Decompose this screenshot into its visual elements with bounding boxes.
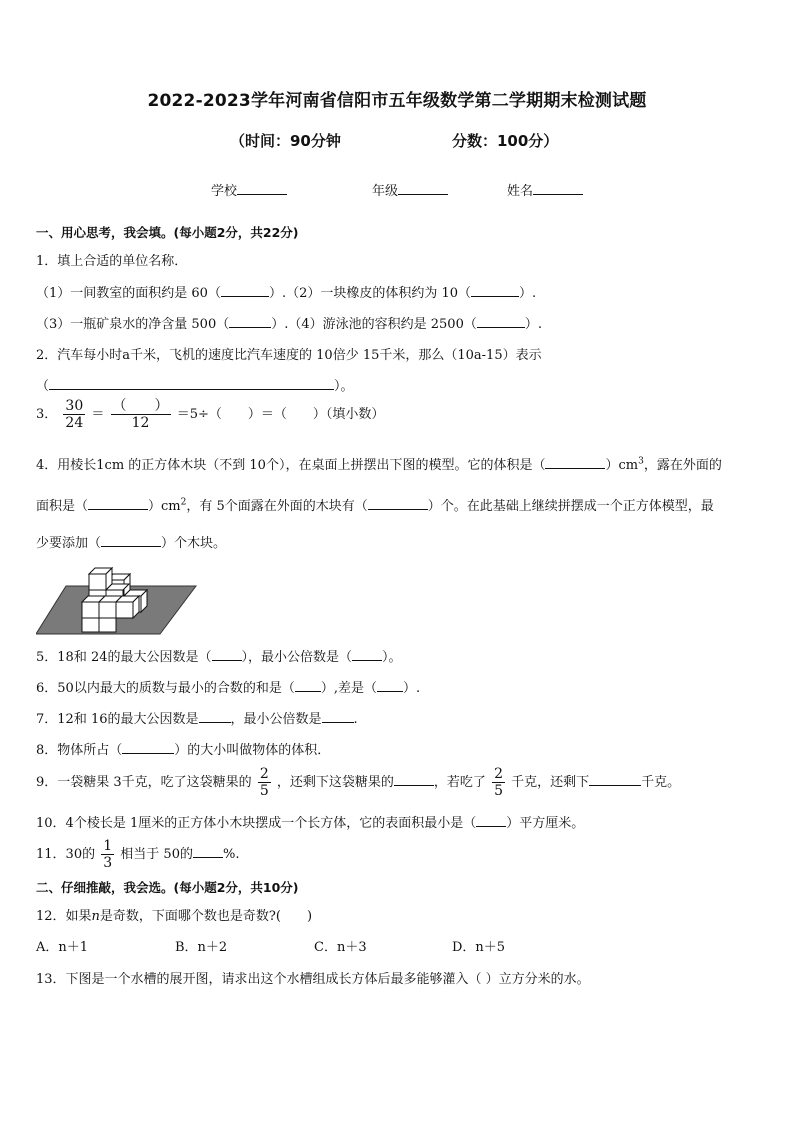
page-title: 2022-2023学年河南省信阳市五年级数学第二学期期末检测试题 <box>147 91 647 111</box>
q11-f-den: 3 <box>103 855 113 871</box>
q1-line-1 <box>36 282 536 301</box>
q1-part-2: ）.（2）一块橡皮的体积约为 10（ <box>268 286 472 301</box>
q4-part-1: 4．用棱长1cm 的正方体木块（不到 10个），在桌面上拼摆出下图的模型。它的体积是（ <box>36 458 546 473</box>
q11-part-3: %. <box>222 847 240 862</box>
grade-blank[interactable] <box>398 182 448 195</box>
q4-line-1 <box>36 454 722 473</box>
q4-blank-volume[interactable] <box>545 456 605 469</box>
q12-variable: n <box>91 909 100 924</box>
cube <box>99 618 116 632</box>
q7-part-2: ，最小公倍数是 <box>230 712 322 727</box>
q13-stem: 13．下图是一个水槽的展开图，请求出这个水槽组成长方体后最多能够灌入（ ）立方分米的水。 <box>36 972 590 987</box>
q12-stem <box>36 905 312 924</box>
q4-sup-2: 2 <box>180 497 187 508</box>
q9-fb-num: 2 <box>494 766 503 782</box>
q9-fraction-a <box>258 766 271 799</box>
q6-part-3: ）. <box>402 681 421 696</box>
q9-part-4: 千克，还剩下 <box>511 775 590 790</box>
q9-blank-fraction[interactable] <box>394 773 434 786</box>
q1-part-1: （1）一间教室的面积约是 60（ <box>36 286 221 301</box>
school-field <box>211 180 287 199</box>
q6-part-2: ）,差是（ <box>320 681 377 696</box>
q4-part-9: ）个木块。 <box>161 536 227 551</box>
q6-line <box>36 677 420 696</box>
q4-blank-count[interactable] <box>368 497 428 510</box>
q10-blank[interactable] <box>476 814 506 827</box>
q1-stem: 1．填上合适的单位名称． <box>36 254 188 269</box>
q5-part-1: 5．18和 24的最大公因数是（ <box>36 650 212 665</box>
q4-sup-3: 3 <box>638 456 644 467</box>
q12-option-a[interactable]: A．n＋1 <box>36 940 89 955</box>
q9-part-2: ，还剩下这袋糖果的 <box>276 775 394 790</box>
q6-blank-sum[interactable] <box>295 679 321 692</box>
q1-blank-2[interactable] <box>471 284 519 297</box>
q3-f1-den: 24 <box>65 415 84 431</box>
q1-part-5: ）.（4）游泳池的容积约是 2500（ <box>271 317 477 332</box>
q11-part-2: 相当于 50的 <box>120 847 193 862</box>
q4-part-3: ，露在外面的 <box>643 458 722 473</box>
section-1-heading: 一、用心思考，我会填。(每小题2分，共22分) <box>36 225 299 240</box>
q1-part-3: ）. <box>519 286 537 301</box>
q3-fraction-1 <box>63 398 85 431</box>
q4-part-6: ，有 5个面露在外面的木块有（ <box>186 499 368 514</box>
q4-blank-add[interactable] <box>101 534 161 547</box>
q4-part-7: ）个。在此基础上继续拼摆成一个正方体模型，最 <box>427 499 714 514</box>
section-2-heading: 二、仔细推敲，我会选。(每小题2分，共10分) <box>36 880 299 895</box>
q2-close: ）。 <box>334 379 354 394</box>
q4-part-2: ）cm <box>605 458 639 473</box>
q2-stem: 2．汽车每小时a千米，飞机的速度比汽车速度的 10倍少 15千米，那么（10a-15）表示 <box>36 348 542 363</box>
q3-f1-num: 30 <box>65 398 84 414</box>
q1-blank-4[interactable] <box>477 315 525 328</box>
q8-part-2: ）的大小叫做物体的体积． <box>174 743 331 758</box>
q4-line-2 <box>36 495 714 514</box>
q9-part-1: 9．一袋糖果 3千克，吃了这袋糖果的 <box>36 775 252 790</box>
q9-part-5: 千克。 <box>641 775 681 790</box>
q1-blank-3[interactable] <box>229 315 271 328</box>
q3-f2-den: 12 <box>131 415 150 431</box>
q7-line <box>36 708 358 727</box>
q3-fraction-2[interactable] <box>111 398 171 431</box>
cube <box>82 618 99 632</box>
q7-blank-gcd[interactable] <box>199 710 231 723</box>
cube <box>89 568 112 590</box>
q3-prefix: 3． <box>36 407 58 422</box>
q4-cube-model-figure <box>36 556 198 636</box>
name-label: 姓名 <box>507 184 534 199</box>
q3-f2-num[interactable]: （ ） <box>112 398 169 414</box>
q12-part-1: 12．如果 <box>36 909 92 924</box>
q3-equals: ＝ <box>91 407 105 422</box>
time-label: （时间：90分钟 <box>230 132 341 150</box>
q4-part-8: 少要添加（ <box>36 536 102 551</box>
q2-blank[interactable] <box>49 377 334 390</box>
q8-blank[interactable] <box>122 741 174 754</box>
q5-line <box>36 646 402 665</box>
q5-blank-lcm[interactable] <box>352 648 382 661</box>
q9-fa-den: 5 <box>259 783 269 799</box>
q3-rest: ＝5÷（ ）＝（ ）（填小数） <box>176 407 385 422</box>
q4-line-3 <box>36 532 226 551</box>
q10-part-1: 10．4个棱长是 1厘米的正方体小木块摆成一个长方体，它的表面积最小是（ <box>36 816 477 831</box>
q11-blank[interactable] <box>193 845 223 858</box>
q5-blank-gcd[interactable] <box>212 648 242 661</box>
q6-blank-diff[interactable] <box>377 679 403 692</box>
q2-answer-line <box>36 375 354 394</box>
q7-part-1: 7．12和 16的最大公因数是 <box>36 712 199 727</box>
q12-part-2: 是奇数，下面哪个数也是奇数?( ) <box>99 909 313 924</box>
q9-fraction-b <box>492 766 505 799</box>
q11-fraction <box>101 838 114 871</box>
q3-line <box>36 398 384 431</box>
q10-line <box>36 812 584 831</box>
q12-option-d[interactable]: D．n＋5 <box>452 940 506 955</box>
school-label: 学校 <box>211 184 238 199</box>
q2-open: （ <box>36 379 50 394</box>
q10-part-2: ）平方厘米。 <box>506 816 585 831</box>
q9-blank-kg[interactable] <box>589 773 641 786</box>
q9-fa-num: 2 <box>259 766 269 782</box>
q1-part-6: ）. <box>524 317 542 332</box>
q9-fb-den: 5 <box>494 783 503 799</box>
q6-part-1: 6．50以内最大的质数与最小的合数的和是（ <box>36 681 295 696</box>
q7-part-3: . <box>353 712 358 727</box>
score-label: 分数：100分） <box>452 132 559 150</box>
school-blank[interactable] <box>237 182 287 195</box>
q12-option-c[interactable]: C．n＋3 <box>314 940 367 955</box>
q7-blank-lcm[interactable] <box>322 710 354 723</box>
name-blank[interactable] <box>533 182 583 195</box>
q8-part-1: 8．物体所占（ <box>36 743 123 758</box>
q4-part-4: 面积是（ <box>36 499 89 514</box>
q11-f-num: 1 <box>103 838 113 854</box>
q1-blank-1[interactable] <box>221 284 269 297</box>
grade-label: 年级 <box>372 184 399 199</box>
name-field <box>507 180 583 199</box>
q4-part-5: ）cm <box>148 499 181 514</box>
q5-part-2: ），最小公倍数是（ <box>241 650 353 665</box>
q12-option-b[interactable]: B．n＋2 <box>175 940 228 955</box>
cube <box>116 596 139 618</box>
q1-part-4: （3）一瓶矿泉水的净含量 500（ <box>36 317 230 332</box>
q4-blank-area[interactable] <box>88 497 148 510</box>
grade-field <box>372 180 448 199</box>
q5-part-3: ）。 <box>382 650 402 665</box>
q11-part-1: 11．30的 <box>36 847 96 862</box>
q9-line <box>36 766 680 799</box>
q11-line <box>36 838 239 871</box>
q1-line-2 <box>36 313 542 332</box>
q8-line <box>36 739 330 758</box>
q9-part-3: ，若吃了 <box>433 775 486 790</box>
